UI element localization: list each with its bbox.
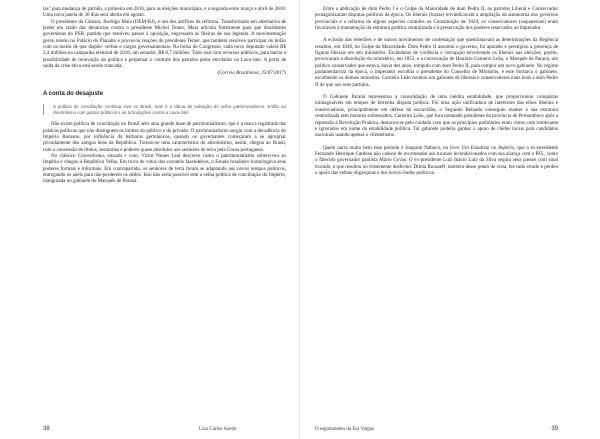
paragraph (43, 153, 286, 185)
paragraph: Entre a abdicação de dom Pedro I e o Golpe da Maioridade de dom Pedro II, os partidos Liberal e Conservador protagonizaram disputas políticas da época. Os liberais (luzias) reivindicavam a ampliação da autonomia dos governos provinciais e a reforma de alguns aspectos contidos na Constituição de 1824; os conservadores (saquaremas) eram favoráveis à manutenção da estrutura política centralizada e à preservação dos poderes reservados ao imperador. (315, 6, 558, 32)
paragraph: A eclosão das rebeliões e de outros movimentos de contestação que questionavam as determinações da Regência resultou, em 1840, no Golpe da Maioridade. Dom Pedro II assumiu o governo, foi apoiado e prestigiou a presença de figuras liberais em seu ministério. Escândalos de violência e corrupção envolvendo os liberais nas eleições, porém, provocaram a dissolução do ministério, em 1853, e a convocação de Honório Carneiro Leão, o Marquês de Paraná, um político conservador que estava, havia dez anos, rompido com dom Pedro II, para compor um novo gabinete. No regime parlamentarista da época, o imperador escolhia o presidente do Conselho de Ministros, e este formava o gabinete, escolhendo os demais ministros. Carneiro Leão montou um gabinete de liberais e conservadores mais leais a dom Pedro II do que aos seus partidos. (315, 37, 558, 88)
paragraph: O Gabinete Paraná representou a consolidação de uma inédita estabilidade, que proporcionou conquistas inimagináveis em tempos de ferrenha disputa política. Foi uma ação unificadora de interesses das elites liberais e conservadoras, principalmente em defesa da escravidão, o Segundo Reinado conseguiu manter a sua estrutura centralizada sem maiores sobressaltos. Carneiro Leão, que fora nomeado presidente da província de Pernambuco após a repressão à Revolução Praieira, destacou-se pelo cuidado com que os princípios partidários eram vistos com irrelevante e ignorados em nome da estabilidade política. Tal gabinete poderia ganhar o apoio de chefes locais para candidatos nacionais usando apenas o clientelismo. (315, 94, 558, 139)
running-head: O esgotamento da Era Vargas (315, 427, 374, 432)
citation-open: ( (217, 70, 220, 77)
paragraph (315, 145, 558, 177)
citation (43, 70, 286, 76)
citation-date: , 22/07/2017) (258, 70, 286, 77)
paragraph-text: , Victor Nunes Leal descreve como o patrimonialismo sobreviveu ao Império e chegou à República Velha. Em troca de votos dos coronéis fazendeiros, o Estado brasileiro homologava seus poderes formais e informais. Em contrapartida, os senhores de terra foram se adaptando aos novos tempos políticos, entregando os anéis para não perderem os dedos. Isso não seria possível sem a velha política de conciliação do Império, inaugurada no gabinete do Marquês de Paraná. (43, 152, 286, 185)
running-head: Luiz Carlos Azedo (199, 427, 237, 432)
book-title: Um Estadista no Império (461, 144, 515, 151)
page-number: 39 (551, 426, 558, 432)
section-title: A conta do desajuste (43, 90, 104, 97)
pull-quote: A política de conciliação continua viva no Brasil, mas é a tábua de salvação do velho patrimonialismo. Então ao clientelismo com gastos públicos e as articulações contra a Lava-Jato (43, 104, 286, 115)
citation-source: Correio Braziliense (219, 70, 259, 77)
book-title: Coronelismo, enxada e voto (77, 152, 138, 159)
paragraph-text: No clássico (51, 152, 78, 159)
right-page (300, 0, 600, 439)
paragraph: las" para mudança de partido, a primeira em 2016, para as eleições municipais, e a segunda entre março e abril de 2018. Uma nova janela de 30 dias será aberta em agosto. (43, 6, 286, 19)
paragraph-text: , que o ex-presidente Fernando Henrique Cardoso não cansou de recomendar aos tucanos incondicionados com sua aliança com o PFL, como o falecido governador paulista Mário Covas. O ex-presidente Luiz Inácio Lula da Silva seguiu seus passos com sinal trocado, o que resultou no tristemente desfecho: Dilma Rousseff, também desse ponto de vista, fez tudo errado e perdeu o apoio das velhas oligarquias e dos novos chefes políticos. (315, 144, 559, 176)
page-number: 38 (43, 426, 50, 432)
paragraph: O presidente da Câmara, Rodrigo Maia (DEM-RJ), é um dos artífices da reforma. Transformado em alternativa de poder em razão das denúncias contra o presidente Michel Temer, Maia articula fortemente para que dissidentes governistas do PSB, partido que resolveu passar à oposição, engrossem as fileiras de sua legenda. A movimentação gerou tensão no Palácio do Planalto e provocou reações do presidente Temer, que também resolveu participar do leilão com os meios de que dispõe: verbas e cargos governamentais. Na bolsa do Congresso, cada novo deputado valerá R$ 2,4 milhões na campanha eleitoral de 2018, um senador, R$ 6,7 milhões. Tudo isso com recursos públicos, para barrar a possibilidade de renovação da política e perpetuar o controle dos partidos pelos enrolados na Lava-Jato. A porta de saída da crise ética está sendo trancada. (43, 18, 286, 70)
paragraph-text: Quem narra muito bem esse período é Joaquim Nabuco, no livro (323, 144, 462, 151)
paragraph: Não existe política de conciliação no Brasil sem uma grande dose de patrimonialismo, que é a marca registrada das práticas políticas que não distinguem os limites do público e do privado. O patrimonialismo surgiu com a decadência do Império Romano, por influência da bárbaros germânicos, quando os governantes começaram a se apropriar privadamente dos antigos bens da República. Tornou-se uma característica do absolutismo, assim, chegou ao Brasil, com a concessão de títulos, sesmarias e poderes quase absolutos aos senhores de terra pela Coroa portuguesa. (43, 121, 286, 153)
